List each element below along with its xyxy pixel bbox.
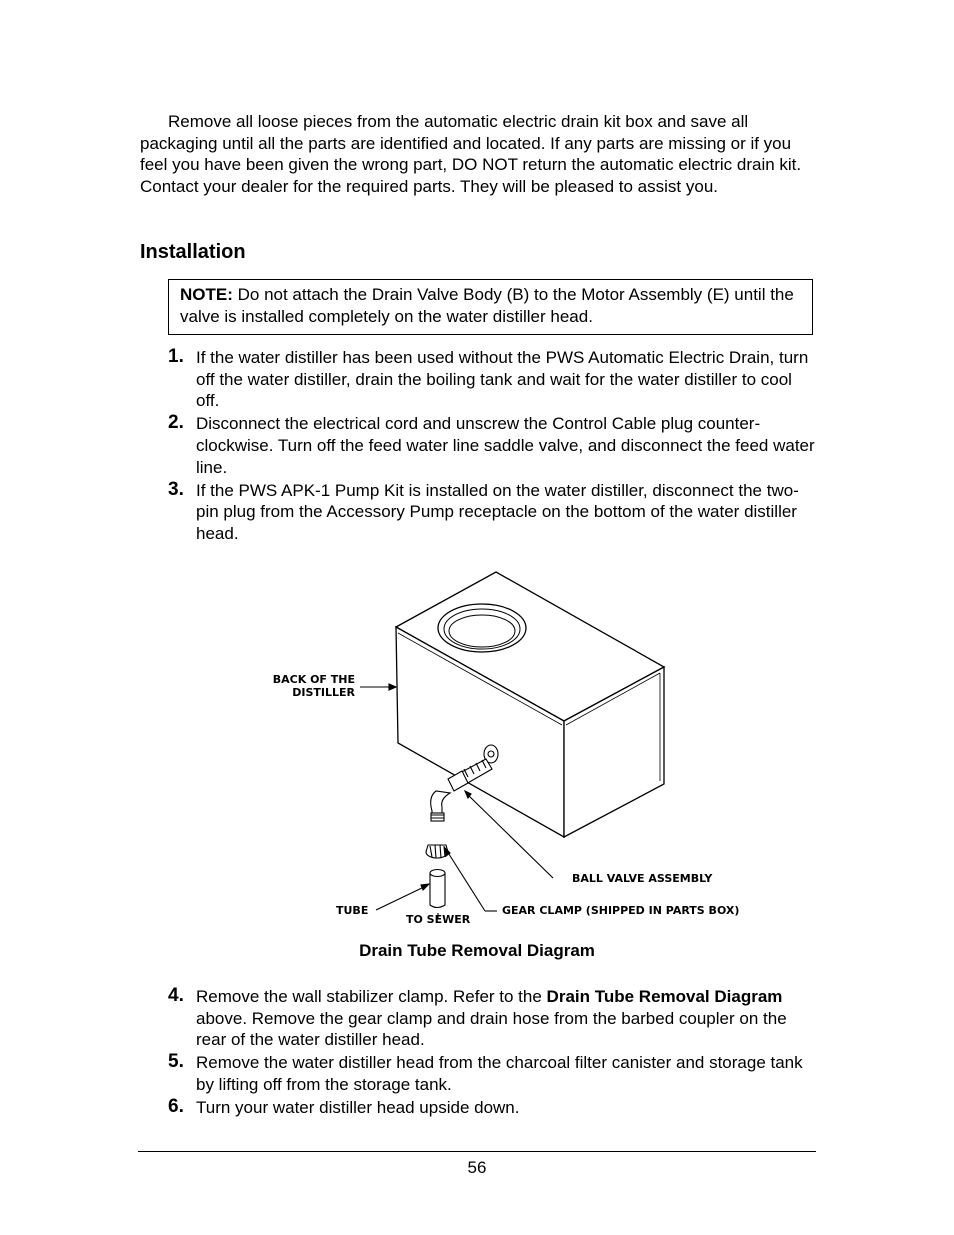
step-number: 6.: [168, 1096, 184, 1118]
label-ball-valve: BALL VALVE ASSEMBLY: [572, 872, 713, 885]
diagram-caption: Drain Tube Removal Diagram: [359, 941, 595, 960]
drain-tube: [430, 870, 445, 908]
intro-paragraph: [140, 111, 820, 197]
steps-list-1: [168, 347, 818, 546]
step-text: Remove the water distiller head from the charcoal filter canister and storage tank by lifting off from the storage tank.: [196, 1053, 803, 1094]
steps-list-2: [168, 986, 818, 1120]
step-4: [168, 986, 818, 1051]
step-2: [168, 413, 818, 478]
step-text: If the PWS APK-1 Pump Kit is installed on the water distiller, disconnect the two-pin plug from the Accessory Pump receptacle on the bottom of the water distiller head.: [196, 480, 799, 543]
step-number: 2.: [168, 412, 184, 434]
step-text: If the water distiller has been used without the PWS Automatic Electric Drain, turn off the water distiller, drain the boiling tank and wait for the water distiller to cool off.: [196, 348, 809, 411]
drain-tube-diagram: [260, 565, 760, 935]
step-5: [168, 1052, 818, 1095]
note-label: NOTE:: [180, 285, 233, 304]
label-tube: TUBE: [336, 904, 369, 917]
page-number: 56: [467, 1158, 487, 1177]
step-text: Disconnect the electrical cord and unscrew the Control Cable plug counter-clockwise. Turn off the feed water line saddle valve, and disconnect the feed water line.: [196, 414, 815, 477]
step-text-post: above. Remove the gear clamp and drain hose from the barbed coupler on the rear of the water distiller head.: [196, 1008, 787, 1050]
step-3: [168, 480, 818, 545]
note-text: Do not attach the Drain Valve Body (B) to the Motor Assembly (E) until the valve is installed completely on the water distiller head.: [180, 285, 794, 326]
label-back-line-1: BACK OF THE: [272, 673, 355, 686]
note-box: [168, 279, 813, 335]
label-back-line-2: DISTILLER: [292, 686, 355, 699]
label-gear-clamp: GEAR CLAMP (SHIPPED IN PARTS BOX): [502, 904, 740, 917]
section-heading: Installation: [140, 241, 246, 263]
diagram-reference: Drain Tube Removal Diagram: [546, 987, 783, 1006]
step-number: 4.: [168, 985, 184, 1006]
footer-rule: [138, 1151, 816, 1152]
step-6: [168, 1097, 818, 1119]
step-number: 1.: [168, 346, 184, 367]
intro-text: Remove all loose pieces from the automatic electric drain kit box and save all packaging until all the parts are identified and located. If any parts are missing or if you feel you have been given the wrong part, DO NOT return the automatic electric drain kit. Contact your dealer for the required parts. They will be pleased to assist you.: [140, 112, 802, 196]
step-text: Turn your water distiller head upside down.: [196, 1098, 520, 1118]
label-to-sewer: TO SEWER: [406, 913, 471, 926]
step-number: 5.: [168, 1051, 184, 1073]
step-1: [168, 347, 818, 412]
step-text-pre: Remove the wall stabilizer clamp. Refer to the: [196, 987, 547, 1006]
step-number: 3.: [168, 478, 184, 500]
